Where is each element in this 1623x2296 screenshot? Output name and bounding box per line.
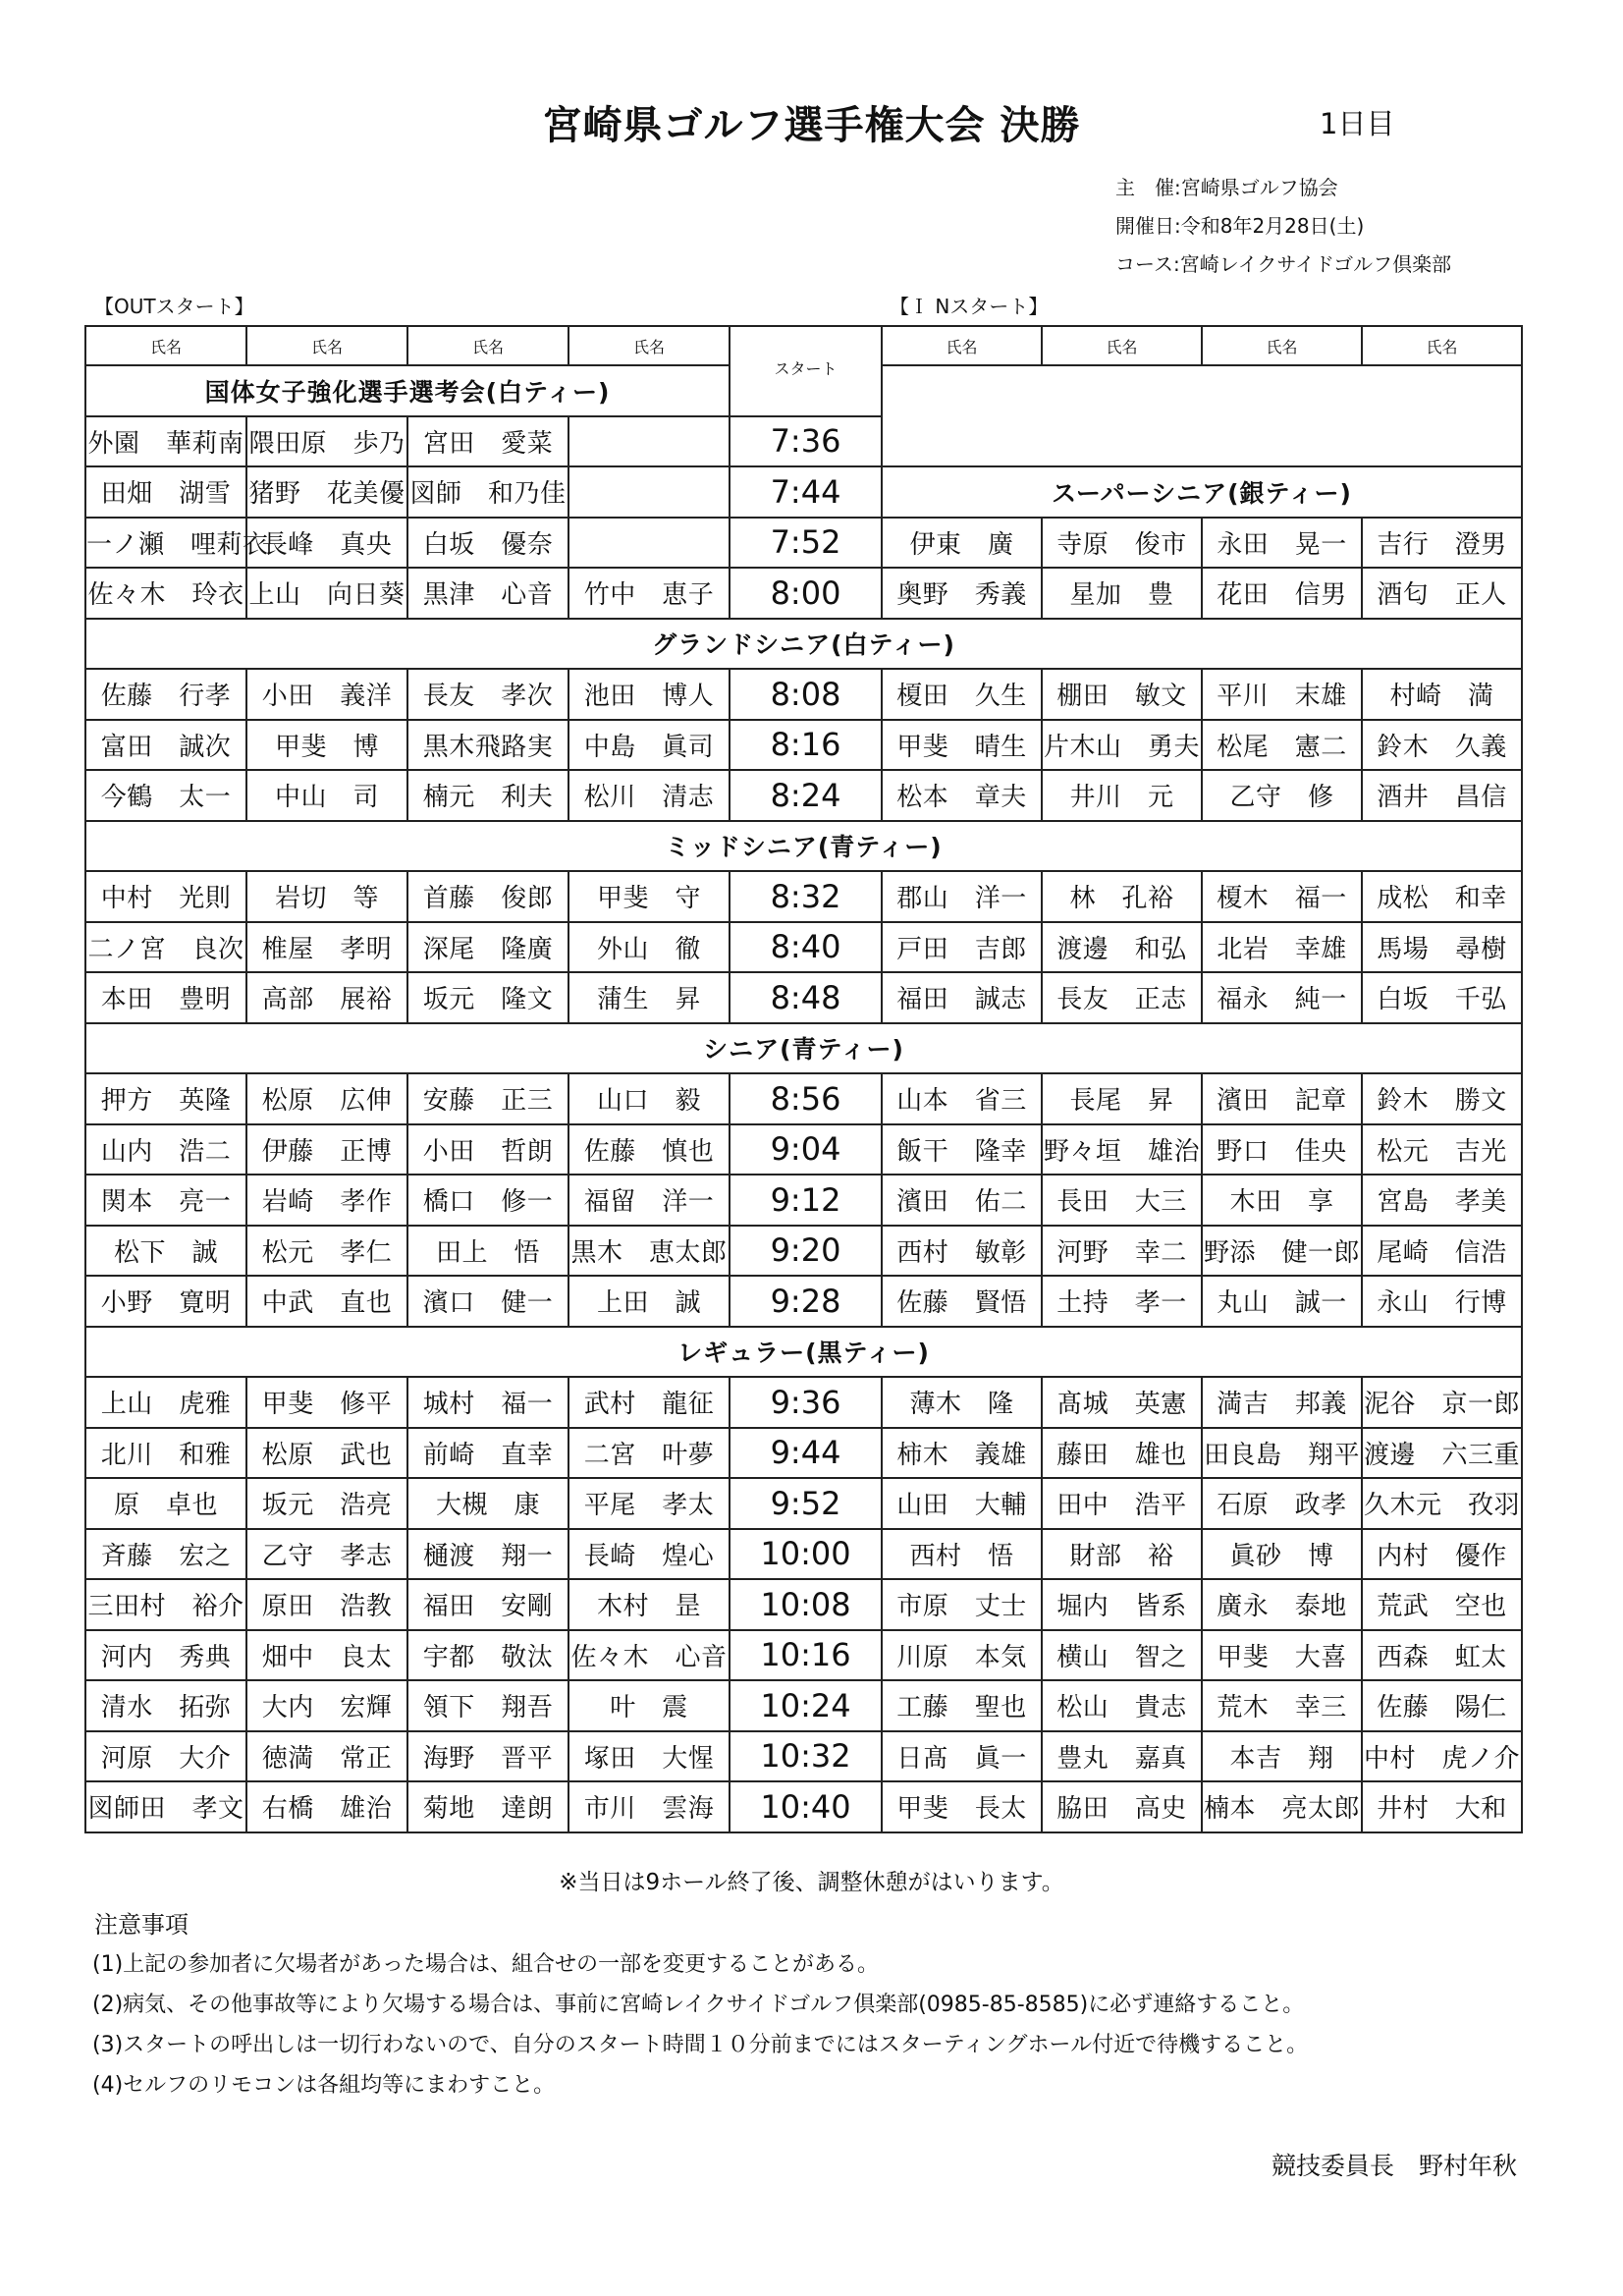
in-player-name: 戸田 吉郎 [882,922,1042,973]
tee-row [85,1781,1522,1832]
out-player-name: 甲斐 博 [246,720,407,771]
in-player-name: 松尾 憲二 [1202,720,1362,771]
in-player-name: 内村 優作 [1362,1529,1522,1580]
in-player-name: 薄木 隆 [882,1377,1042,1428]
out-player-name: 河原 大介 [85,1731,246,1782]
start-time: 9:52 [730,1478,882,1529]
out-player-name: 上山 虎雅 [85,1377,246,1428]
in-player-name: 平川 末雄 [1202,669,1362,720]
out-player-name: 岩切 等 [246,871,407,922]
in-player-name: 渡邊 和弘 [1042,922,1202,973]
out-player-name: 甲斐 守 [568,871,730,922]
in-player-name: 田良島 翔平 [1202,1428,1362,1479]
tee-row [85,770,1522,821]
in-player-name: 楠本 亮太郎 [1202,1781,1362,1832]
out-player-name: 領下 翔吾 [407,1680,568,1731]
out-player-name: 原田 浩教 [246,1579,407,1630]
in-player-name: 石原 政孝 [1202,1478,1362,1529]
out-player-name: 佐々木 玲衣 [85,568,246,619]
tee-row [85,1226,1522,1277]
in-player-name: 野口 佳央 [1202,1124,1362,1175]
in-player-name: 山本 省三 [882,1073,1042,1124]
out-start-label: 【OUTスタート】 [94,295,254,318]
start-time: 8:32 [730,871,882,922]
in-player-name: 甲斐 大喜 [1202,1630,1362,1681]
in-player-name: 井川 元 [1042,770,1202,821]
in-player-name: 片木山 勇夫 [1042,720,1202,771]
break-note: ※当日は9ホール終了後、調整休憩がはいります。 [559,1870,1064,1895]
in-player-name: 渡邊 六三重 [1362,1428,1522,1479]
in-player-name: 長尾 昇 [1042,1073,1202,1124]
in-name-header-2: 氏名 [1042,326,1202,365]
out-player-name: 椎屋 孝明 [246,922,407,973]
in-player-name: 北岩 幸雄 [1202,922,1362,973]
in-player-name: 村崎 満 [1362,669,1522,720]
out-name-header-3: 氏名 [407,326,568,365]
start-time: 10:16 [730,1630,882,1681]
in-player-name: 藤田 雄也 [1042,1428,1202,1479]
section-row [85,1327,1522,1378]
start-time: 7:52 [730,518,882,569]
tee-row [85,1073,1522,1124]
in-player-name: 福永 純一 [1202,972,1362,1023]
out-player-name: 叶 震 [568,1680,730,1731]
start-time: 9:20 [730,1226,882,1277]
page-title: 宮崎県ゴルフ選手権大会 決勝 [542,103,1081,148]
out-player-name: 山口 毅 [568,1073,730,1124]
in-player-name: 川原 本気 [882,1630,1042,1681]
start-time: 8:16 [730,720,882,771]
out-player-name: 深尾 隆廣 [407,922,568,973]
in-player-name: 柿木 義雄 [882,1428,1042,1479]
in-player-name: 寺原 俊市 [1042,518,1202,569]
in-player-name: 星加 豊 [1042,568,1202,619]
in-player-name: 永田 晃一 [1202,518,1362,569]
tee-row [85,1124,1522,1175]
out-player-name: 小田 哲朗 [407,1124,568,1175]
out-player-name: 橋口 修一 [407,1175,568,1226]
out-player-name [568,518,730,569]
out-player-name: 関本 亮一 [85,1175,246,1226]
day-label: 1日目 [1320,107,1395,140]
caution-item: (1)上記の参加者に欠場者があった場合は、組合せの一部を変更することがある。 [92,1952,879,1977]
tee-row [85,1529,1522,1580]
tee-row [85,1428,1522,1479]
out-player-name: 上田 誠 [568,1276,730,1327]
section-kokutai: 国体女子強化選手選考会(白ティー) [85,365,730,416]
in-player-name: 山田 大輔 [882,1478,1042,1529]
tee-row [85,972,1522,1023]
in-player-name: 松山 貴志 [1042,1680,1202,1731]
course-line: コース:宮崎レイクサイドゴルフ倶楽部 [1115,252,1452,276]
in-player-name: 横山 智之 [1042,1630,1202,1681]
in-player-name: 荒武 空也 [1362,1579,1522,1630]
in-player-name: 丸山 誠一 [1202,1276,1362,1327]
in-player-name: 乙守 修 [1202,770,1362,821]
start-time: 10:08 [730,1579,882,1630]
in-player-name: 林 孔裕 [1042,871,1202,922]
in-player-name: 永山 行博 [1362,1276,1522,1327]
in-player-name: 財部 裕 [1042,1529,1202,1580]
in-player-name: 中村 虎ノ介 [1362,1731,1522,1782]
section-regular: レギュラー(黒ティー) [85,1327,1522,1378]
out-player-name: 富田 誠次 [85,720,246,771]
in-player-name: 郡山 洋一 [882,871,1042,922]
out-player-name: 中島 眞司 [568,720,730,771]
out-player-name: 大槻 康 [407,1478,568,1529]
committee-signature: 競技委員長 野村年秋 [1271,2152,1517,2180]
out-player-name: 黒津 心音 [407,568,568,619]
out-player-name: 右橋 雄治 [246,1781,407,1832]
in-player-name: 髙城 英憲 [1042,1377,1202,1428]
section-super-senior: スーパーシニア(銀ティー) [882,466,1522,518]
in-player-name: 榎木 福一 [1202,871,1362,922]
out-player-name: 押方 英隆 [85,1073,246,1124]
caution-title: 注意事項 [94,1911,189,1939]
out-player-name: 黒木飛路実 [407,720,568,771]
start-time: 8:48 [730,972,882,1023]
in-player-name: 福田 誠志 [882,972,1042,1023]
tee-row [85,871,1522,922]
in-player-name: 野添 健一郎 [1202,1226,1362,1277]
tee-row [85,1377,1522,1428]
out-name-header-4: 氏名 [568,326,730,365]
out-player-name: 海野 晋平 [407,1731,568,1782]
in-player-name: 西森 虹太 [1362,1630,1522,1681]
out-player-name: 佐藤 慎也 [568,1124,730,1175]
in-player-name: 濱田 佑二 [882,1175,1042,1226]
header-row [85,326,1522,365]
start-time-header: スタート [730,326,882,416]
out-player-name: 甲斐 修平 [246,1377,407,1428]
in-player-name: 榎田 久生 [882,669,1042,720]
out-player-name: 二宮 叶夢 [568,1428,730,1479]
start-time: 9:12 [730,1175,882,1226]
tee-row [85,466,1522,518]
in-player-name: 脇田 高史 [1042,1781,1202,1832]
tee-row [85,922,1522,973]
out-player-name: 猪野 花美優 [246,466,407,518]
out-player-name: 今鶴 太一 [85,770,246,821]
in-player-name: 棚田 敏文 [1042,669,1202,720]
in-player-name: 廣永 泰地 [1202,1579,1362,1630]
out-player-name: 外園 華莉南 [85,416,246,467]
in-player-name: 濱田 記章 [1202,1073,1362,1124]
out-player-name [568,416,730,467]
section-row [85,821,1522,872]
out-player-name: 畑中 良太 [246,1630,407,1681]
start-time: 7:36 [730,416,882,467]
caution-item: (4)セルフのリモコンは各組均等にまわすこと。 [92,2073,556,2098]
out-name-header-1: 氏名 [85,326,246,365]
tee-row [85,1731,1522,1782]
start-time: 9:04 [730,1124,882,1175]
out-player-name: 城村 福一 [407,1377,568,1428]
out-player-name: 清水 拓弥 [85,1680,246,1731]
out-player-name: 図師 和乃佳 [407,466,568,518]
out-player-name: 中村 光則 [85,871,246,922]
tee-row [85,669,1522,720]
out-player-name: 岩崎 孝作 [246,1175,407,1226]
in-player-name: 馬場 尋樹 [1362,922,1522,973]
out-player-name: 松下 誠 [85,1226,246,1277]
start-time: 9:28 [730,1276,882,1327]
out-player-name: 菊地 達朗 [407,1781,568,1832]
out-player-name: 河内 秀典 [85,1630,246,1681]
out-player-name: 隈田原 歩乃 [246,416,407,467]
out-player-name: 長峰 真央 [246,518,407,569]
in-player-name: 長友 正志 [1042,972,1202,1023]
out-player-name: 濱口 健一 [407,1276,568,1327]
start-time: 8:24 [730,770,882,821]
in-player-name: 佐藤 賢悟 [882,1276,1042,1327]
in-player-name: 佐藤 陽仁 [1362,1680,1522,1731]
out-player-name: 塚田 大惺 [568,1731,730,1782]
in-name-header-1: 氏名 [882,326,1042,365]
out-player-name: 原 卓也 [85,1478,246,1529]
in-start-label: 【Ｉ Nスタート】 [890,295,1049,318]
start-time: 10:00 [730,1529,882,1580]
out-player-name: 白坂 優奈 [407,518,568,569]
out-player-name: 黒木 恵太郎 [568,1226,730,1277]
out-player-name: 松原 武也 [246,1428,407,1479]
start-time: 9:36 [730,1377,882,1428]
out-player-name: 二ノ宮 良次 [85,922,246,973]
in-player-name: 眞砂 博 [1202,1529,1362,1580]
in-player-name: 野々垣 雄治 [1042,1124,1202,1175]
tee-row [85,1478,1522,1529]
tee-row [85,1579,1522,1630]
out-player-name: 楠元 利夫 [407,770,568,821]
in-player-name: 満吉 邦義 [1202,1377,1362,1428]
out-player-name: 小野 寛明 [85,1276,246,1327]
start-time: 10:24 [730,1680,882,1731]
in-player-name: 吉行 澄男 [1362,518,1522,569]
start-time: 8:08 [730,669,882,720]
caution-item: (3)スタートの呼出しは一切行わないので、自分のスタート時間１０分前までにはスターティングホール付近で待機すること。 [92,2033,1309,2057]
out-player-name: 山内 浩二 [85,1124,246,1175]
tee-row [85,518,1522,569]
in-player-name: 成松 和幸 [1362,871,1522,922]
out-player-name: 田上 悟 [407,1226,568,1277]
out-player-name: 本田 豊明 [85,972,246,1023]
out-player-name: 佐藤 行孝 [85,669,246,720]
out-player-name: 図師田 孝文 [85,1781,246,1832]
in-player-name: 長田 大三 [1042,1175,1202,1226]
out-player-name: 市川 雲海 [568,1781,730,1832]
in-player-name: 本吉 翔 [1202,1731,1362,1782]
out-player-name: 徳満 常正 [246,1731,407,1782]
section-row [85,619,1522,670]
tee-row [85,1276,1522,1327]
out-player-name: 安藤 正三 [407,1073,568,1124]
start-time: 7:44 [730,466,882,518]
out-player-name: 北川 和雅 [85,1428,246,1479]
out-player-name: 木村 昰 [568,1579,730,1630]
out-player-name: 池田 博人 [568,669,730,720]
organizer-info [1115,169,1451,284]
out-player-name [568,466,730,518]
out-player-name: 宇都 敬汰 [407,1630,568,1681]
tee-row [85,1630,1522,1681]
in-name-header-3: 氏名 [1202,326,1362,365]
out-player-name: 大内 宏輝 [246,1680,407,1731]
in-player-name: 土持 孝一 [1042,1276,1202,1327]
schedule-table [84,325,1523,1833]
in-player-name: 宮島 孝美 [1362,1175,1522,1226]
out-player-name: 中山 司 [246,770,407,821]
in-player-name: 河野 幸二 [1042,1226,1202,1277]
out-player-name: 高部 展裕 [246,972,407,1023]
tee-row [85,1175,1522,1226]
out-player-name: 平尾 孝太 [568,1478,730,1529]
in-player-name: 市原 丈士 [882,1579,1042,1630]
host-line: 主 催:宮崎県ゴルフ協会 [1115,176,1338,199]
out-player-name: 武村 龍征 [568,1377,730,1428]
out-player-name: 外山 徹 [568,922,730,973]
out-player-name: 田畑 湖雪 [85,466,246,518]
section-grand-senior: グランドシニア(白ティー) [85,619,1522,670]
in-player-name: 飯干 隆幸 [882,1124,1042,1175]
in-player-name: 田中 浩平 [1042,1478,1202,1529]
in-player-name: 酒匂 正人 [1362,568,1522,619]
in-player-name: 西村 敏彰 [882,1226,1042,1277]
out-player-name: 竹中 恵子 [568,568,730,619]
in-player-name: 甲斐 晴生 [882,720,1042,771]
out-player-name: 斉藤 宏之 [85,1529,246,1580]
in-player-name: 日髙 眞一 [882,1731,1042,1782]
out-player-name: 蒲生 昇 [568,972,730,1023]
out-player-name: 松川 清志 [568,770,730,821]
out-player-name: 松元 孝仁 [246,1226,407,1277]
start-time: 8:56 [730,1073,882,1124]
in-player-name: 荒木 幸三 [1202,1680,1362,1731]
in-player-name: 木田 享 [1202,1175,1362,1226]
start-time: 8:40 [730,922,882,973]
out-player-name: 福留 洋一 [568,1175,730,1226]
start-time: 10:32 [730,1731,882,1782]
in-player-name: 鈴木 勝文 [1362,1073,1522,1124]
out-player-name: 小田 義洋 [246,669,407,720]
in-player-name: 尾崎 信浩 [1362,1226,1522,1277]
caution-list [92,1944,1308,2105]
tee-row [85,568,1522,619]
in-player-name: 鈴木 久義 [1362,720,1522,771]
in-player-name: 甲斐 長太 [882,1781,1042,1832]
out-player-name: 佐々木 心音 [568,1630,730,1681]
out-player-name: 坂元 浩亮 [246,1478,407,1529]
out-player-name: 宮田 愛菜 [407,416,568,467]
in-player-name: 奥野 秀義 [882,568,1042,619]
date-line: 開催日:令和8年2月28日(土) [1115,214,1365,238]
out-player-name: 上山 向日葵 [246,568,407,619]
in-player-name: 工藤 聖也 [882,1680,1042,1731]
out-player-name: 伊藤 正博 [246,1124,407,1175]
start-time: 8:00 [730,568,882,619]
in-name-header-4: 氏名 [1362,326,1522,365]
out-player-name: 一ノ瀬 哩莉衣 [85,518,246,569]
caution-item: (2)病気、その他事故等により欠場する場合は、事前に宮崎レイクサイドゴルフ倶楽部(0985-85-8585)に必ず連絡すること。 [92,1993,1305,2017]
in-player-name: 豊丸 嘉真 [1042,1731,1202,1782]
section-mid-senior: ミッドシニア(青ティー) [85,821,1522,872]
out-name-header-2: 氏名 [246,326,407,365]
out-player-name: 前崎 直幸 [407,1428,568,1479]
in-player-name: 花田 信男 [1202,568,1362,619]
in-player-name: 白坂 千弘 [1362,972,1522,1023]
in-player-name: 井村 大和 [1362,1781,1522,1832]
out-player-name: 樋渡 翔一 [407,1529,568,1580]
section-row [85,1023,1522,1074]
out-player-name: 長友 孝次 [407,669,568,720]
in-player-name: 久木元 孜羽 [1362,1478,1522,1529]
out-player-name: 松原 広伸 [246,1073,407,1124]
section-senior: シニア(青ティー) [85,1023,1522,1074]
empty-in-block [882,365,1522,466]
in-player-name: 伊東 廣 [882,518,1042,569]
in-player-name: 泥谷 京一郎 [1362,1377,1522,1428]
out-player-name: 中武 直也 [246,1276,407,1327]
in-player-name: 堀内 皆系 [1042,1579,1202,1630]
in-player-name: 松元 吉光 [1362,1124,1522,1175]
start-time: 9:44 [730,1428,882,1479]
start-time: 10:40 [730,1781,882,1832]
tee-row [85,720,1522,771]
out-player-name: 乙守 孝志 [246,1529,407,1580]
out-player-name: 福田 安剛 [407,1579,568,1630]
in-player-name: 酒井 昌信 [1362,770,1522,821]
out-player-name: 坂元 隆文 [407,972,568,1023]
tee-row [85,1680,1522,1731]
out-player-name: 首藤 俊郎 [407,871,568,922]
schedule-body [85,326,1522,1832]
out-player-name: 三田村 裕介 [85,1579,246,1630]
in-player-name: 松本 章夫 [882,770,1042,821]
out-player-name: 長崎 煌心 [568,1529,730,1580]
in-player-name: 西村 悟 [882,1529,1042,1580]
